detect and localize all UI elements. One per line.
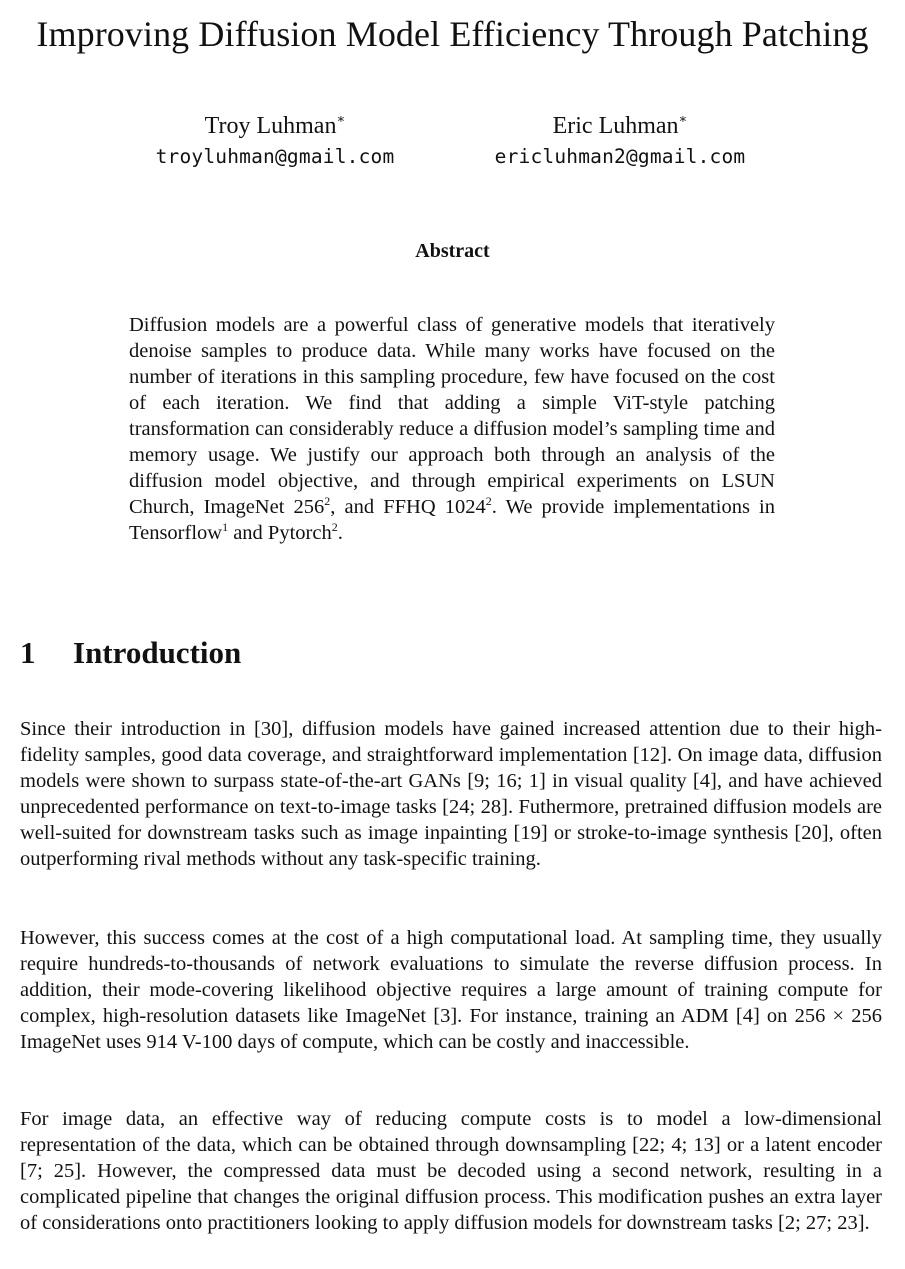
author-email[interactable]: ericluhman2@gmail.com [494,145,746,168]
author-email[interactable]: troyluhman@gmail.com [155,145,395,168]
abstract-body: and Pytorch [228,522,332,544]
author-mark: ∗ [336,111,346,126]
abstract-body: . [337,522,343,544]
section-title: Introduction [73,635,242,670]
paper-title: Improving Diffusion Model Efficiency Through Patching [36,14,869,54]
abstract-body: , and FFHQ 1024 [330,496,486,518]
author-name [115,110,435,142]
author-mark: ∗ [678,111,688,126]
abstract-body: . We provide implementations in Tensorflow [129,496,775,544]
footnote-mark[interactable]: 2 [331,520,338,534]
author-name-text: Eric Luhman [552,113,679,139]
abstract-body: Diffusion models are a powerful class of generative models that iteratively denoise samples to produce data. While many works have focused on the number of iterations in this sampling procedure, few have focused on the cost of each iteration. We find that adding a simple ViT-style patching transformation can considerably reduce a diffusion model’s sampling time and memory usage. We justify our approach both through an analysis of the diffusion model objective, and through empirical experiments on LSUN Church, ImageNet 256 [129,314,775,518]
abstract-heading: Abstract [415,240,490,262]
section-heading [20,634,241,672]
body-paragraph: For image data, an effective way of reducing compute costs is to model a low-dimensional representation of the data, which can be obtained through downsampling [22; 4; 13] or a latent encoder [7; 25]. However, the compressed data must be decoded using a second network, resulting in a complicated pipeline that changes the original diffusion process. This modification pushes an extra layer of considerations onto practitioners looking to apply diffusion models for downstream tasks [2; 27; 23]. [20,1108,882,1234]
section-number: 1 [20,635,36,670]
superscript: 2 [485,494,492,508]
author-name-text: Troy Luhman [204,113,337,139]
body-paragraph: However, this success comes at the cost of a high computational load. At sampling time, they usually require hundreds-to-thousands of network evaluations to simulate the reverse diffusion process. In addition, their mode-covering likelihood objective requires a large amount of training compute for complex, high-resolution datasets like ImageNet [3]. For instance, training an ADM [4] on 256 × 256 ImageNet uses 914 V-100 days of compute, which can be costly and inaccessible. [20,927,882,1053]
author-name [460,110,780,142]
footnote-mark[interactable]: 1 [222,520,229,534]
author-2 [460,110,780,172]
author-1 [115,110,435,172]
abstract-text [129,312,775,546]
body-paragraph: Since their introduction in [30], diffusion models have gained increased attention due to their high-fidelity samples, good data coverage, and straightforward implementation [12]. On image data, diffusion models were shown to surpass state-of-the-art GANs [9; 16; 1] in visual quality [4], and have achieved unprecedented performance on text-to-image tasks [24; 28]. Futhermore, pretrained diffusion models are well-suited for downstream tasks such as image inpainting [19] or stroke-to-image synthesis [20], often outperforming rival methods without any task-specific training. [20,718,882,870]
superscript: 2 [324,494,331,508]
